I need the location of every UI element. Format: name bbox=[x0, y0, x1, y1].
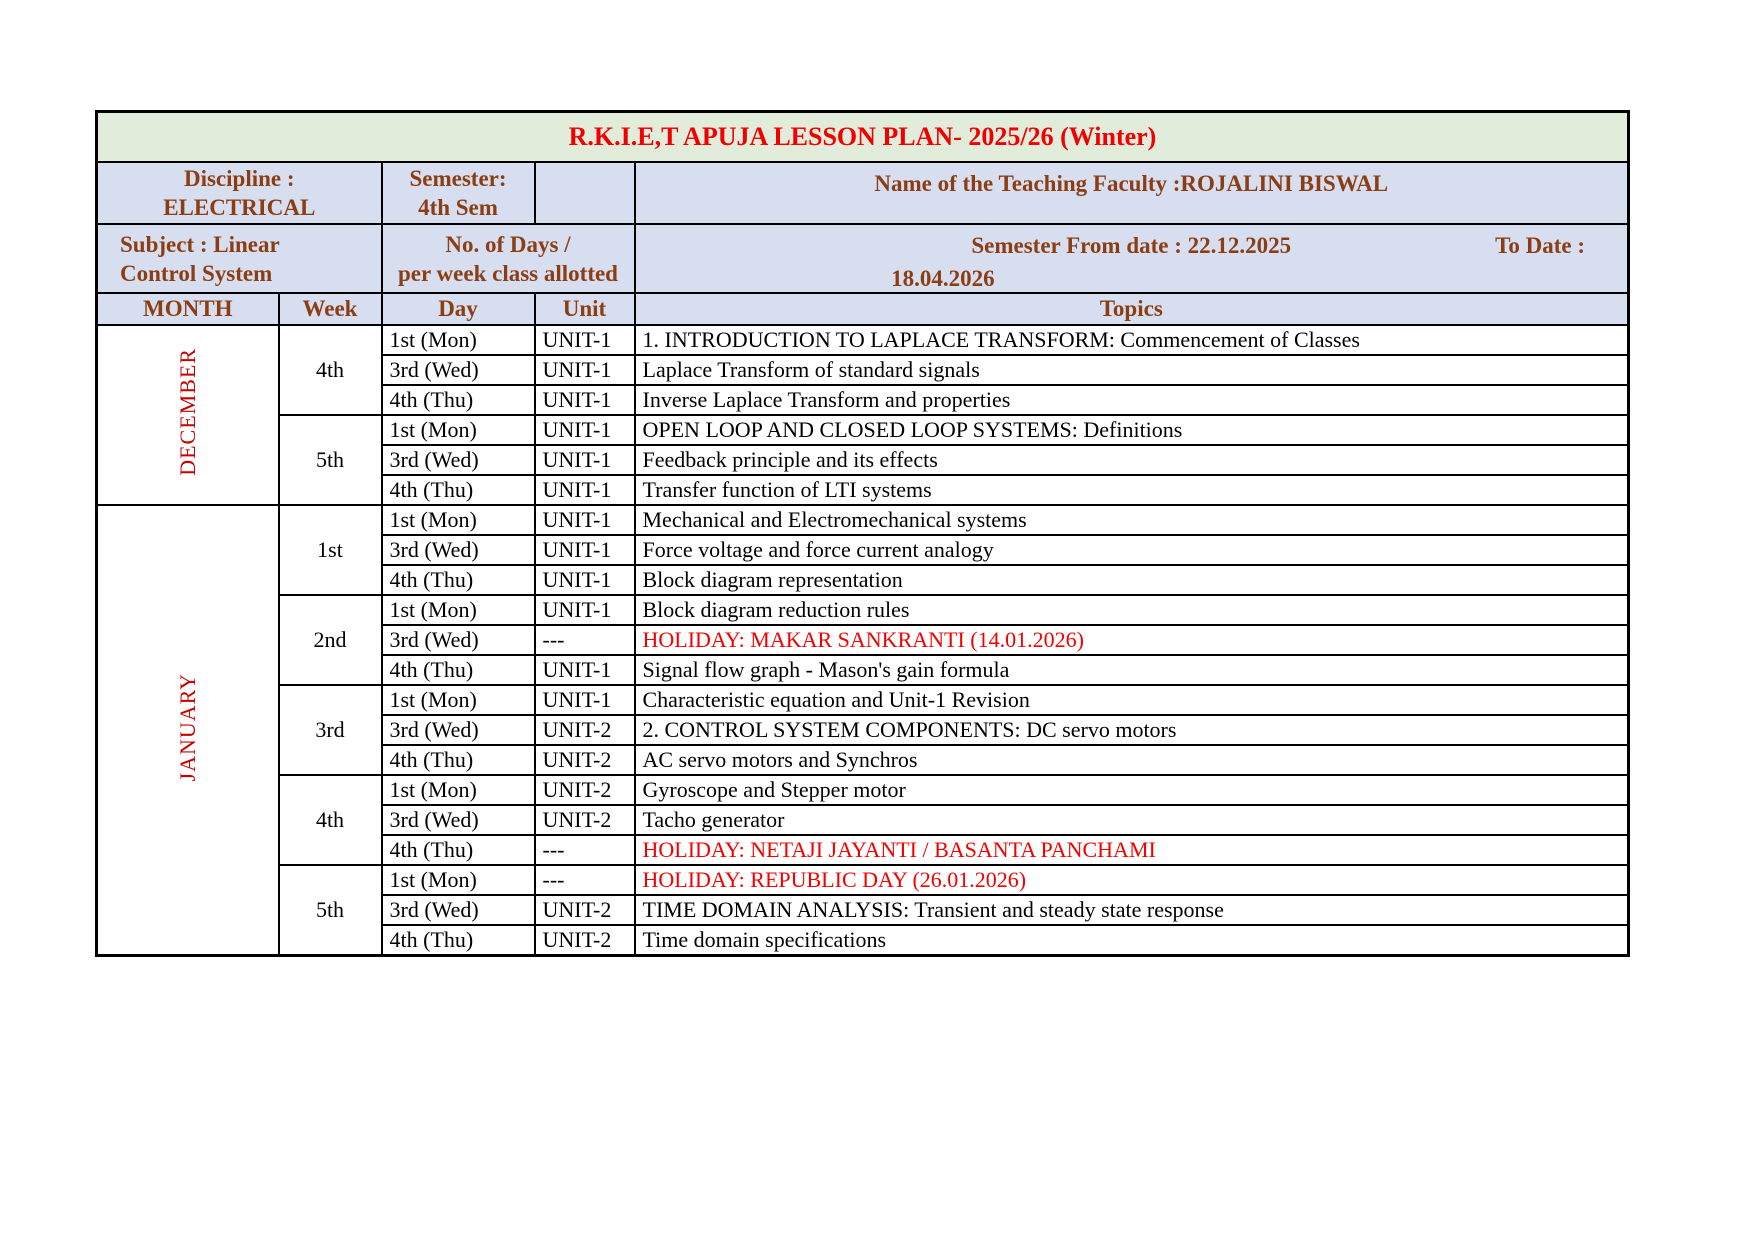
topic-cell: Time domain specifications bbox=[635, 925, 1629, 955]
discipline-value: ELECTRICAL bbox=[163, 195, 316, 220]
col-header-week: Week bbox=[279, 293, 382, 325]
topic-cell: Force voltage and force current analogy bbox=[635, 535, 1629, 565]
day-cell: 4th (Thu) bbox=[382, 925, 535, 955]
day-cell: 1st (Mon) bbox=[382, 325, 535, 355]
col-header-month: MONTH bbox=[97, 293, 279, 325]
day-cell: 4th (Thu) bbox=[382, 745, 535, 775]
week-cell: 4th bbox=[279, 325, 382, 415]
topic-cell: Feedback principle and its effects bbox=[635, 445, 1629, 475]
topic-cell: Laplace Transform of standard signals bbox=[635, 355, 1629, 385]
unit-cell: UNIT-1 bbox=[535, 415, 635, 445]
day-cell: 3rd (Wed) bbox=[382, 805, 535, 835]
table-row bbox=[97, 415, 1629, 445]
info-row-discipline bbox=[97, 162, 1629, 224]
semester-cell bbox=[382, 162, 535, 224]
unit-cell: UNIT-2 bbox=[535, 805, 635, 835]
day-cell: 4th (Thu) bbox=[382, 835, 535, 865]
table-row bbox=[97, 685, 1629, 715]
day-cell: 1st (Mon) bbox=[382, 685, 535, 715]
days-line1: No. of Days / bbox=[445, 231, 571, 257]
unit-cell: UNIT-1 bbox=[535, 565, 635, 595]
topic-cell: Gyroscope and Stepper motor bbox=[635, 775, 1629, 805]
unit-cell: UNIT-1 bbox=[535, 655, 635, 685]
lesson-plan-table bbox=[95, 110, 1630, 957]
week-cell: 3rd bbox=[279, 685, 382, 775]
day-cell: 3rd (Wed) bbox=[382, 535, 535, 565]
topic-cell: TIME DOMAIN ANALYSIS: Transient and steady state response bbox=[635, 895, 1629, 925]
unit-cell: --- bbox=[535, 865, 635, 895]
subject-line1: Subject : Linear bbox=[120, 231, 280, 257]
semester-value: 4th Sem bbox=[418, 195, 498, 220]
table-row bbox=[97, 775, 1629, 805]
topic-cell: HOLIDAY: MAKAR SANKRANTI (14.01.2026) bbox=[635, 625, 1629, 655]
day-cell: 4th (Thu) bbox=[382, 475, 535, 505]
column-header-row bbox=[97, 293, 1629, 325]
day-cell: 3rd (Wed) bbox=[382, 355, 535, 385]
table-row bbox=[97, 505, 1629, 535]
info-row-subject bbox=[97, 224, 1629, 293]
topic-cell: Mechanical and Electromechanical systems bbox=[635, 505, 1629, 535]
month-cell-january bbox=[97, 505, 279, 955]
week-cell: 1st bbox=[279, 505, 382, 595]
topic-cell: 1. INTRODUCTION TO LAPLACE TRANSFORM: Commencement of Classes bbox=[635, 325, 1629, 355]
unit-cell: UNIT-1 bbox=[535, 505, 635, 535]
title-row bbox=[97, 112, 1629, 163]
days-line2: per week class allotted bbox=[398, 260, 618, 286]
topic-cell: Block diagram reduction rules bbox=[635, 595, 1629, 625]
semester-from-date: Semester From date : 22.12.2025 bbox=[971, 233, 1292, 258]
faculty-cell: Name of the Teaching Faculty :ROJALINI BISWAL bbox=[635, 162, 1629, 224]
unit-cell: UNIT-1 bbox=[535, 445, 635, 475]
empty-cell bbox=[535, 162, 635, 224]
day-cell: 1st (Mon) bbox=[382, 415, 535, 445]
day-cell: 3rd (Wed) bbox=[382, 715, 535, 745]
week-cell: 2nd bbox=[279, 595, 382, 685]
unit-cell: UNIT-2 bbox=[535, 775, 635, 805]
unit-cell: --- bbox=[535, 835, 635, 865]
week-cell: 5th bbox=[279, 865, 382, 955]
topic-cell: Inverse Laplace Transform and properties bbox=[635, 385, 1629, 415]
unit-cell: UNIT-2 bbox=[535, 715, 635, 745]
day-cell: 1st (Mon) bbox=[382, 775, 535, 805]
topic-cell: HOLIDAY: REPUBLIC DAY (26.01.2026) bbox=[635, 865, 1629, 895]
day-cell: 4th (Thu) bbox=[382, 385, 535, 415]
page-title: R.K.I.E,T APUJA LESSON PLAN- 2025/26 (Winter) bbox=[97, 112, 1629, 163]
unit-cell: UNIT-2 bbox=[535, 925, 635, 955]
topic-cell: AC servo motors and Synchros bbox=[635, 745, 1629, 775]
table-row bbox=[97, 325, 1629, 355]
month-label: DECEMBER bbox=[174, 348, 200, 476]
topic-cell: Tacho generator bbox=[635, 805, 1629, 835]
days-per-week-cell bbox=[382, 224, 635, 293]
topic-cell: HOLIDAY: NETAJI JAYANTI / BASANTA PANCHAMI bbox=[635, 835, 1629, 865]
day-cell: 1st (Mon) bbox=[382, 865, 535, 895]
day-cell: 3rd (Wed) bbox=[382, 895, 535, 925]
week-cell: 4th bbox=[279, 775, 382, 865]
day-cell: 3rd (Wed) bbox=[382, 625, 535, 655]
day-cell: 4th (Thu) bbox=[382, 565, 535, 595]
unit-cell: --- bbox=[535, 625, 635, 655]
discipline-label: Discipline : bbox=[183, 166, 295, 191]
subject-line2: Control System bbox=[120, 260, 273, 286]
day-cell: 3rd (Wed) bbox=[382, 445, 535, 475]
to-date-value: 18.04.2026 bbox=[891, 266, 995, 291]
unit-cell: UNIT-1 bbox=[535, 595, 635, 625]
unit-cell: UNIT-1 bbox=[535, 325, 635, 355]
month-cell-december bbox=[97, 325, 279, 505]
table-row bbox=[97, 865, 1629, 895]
topic-cell: Transfer function of LTI systems bbox=[635, 475, 1629, 505]
col-header-topics: Topics bbox=[635, 293, 1629, 325]
unit-cell: UNIT-1 bbox=[535, 685, 635, 715]
topic-cell: Block diagram representation bbox=[635, 565, 1629, 595]
unit-cell: UNIT-1 bbox=[535, 475, 635, 505]
to-date-label: To Date : bbox=[1495, 233, 1585, 258]
day-cell: 1st (Mon) bbox=[382, 505, 535, 535]
day-cell: 1st (Mon) bbox=[382, 595, 535, 625]
topic-cell: Signal flow graph - Mason's gain formula bbox=[635, 655, 1629, 685]
subject-cell bbox=[97, 224, 382, 293]
unit-cell: UNIT-2 bbox=[535, 745, 635, 775]
topic-cell: OPEN LOOP AND CLOSED LOOP SYSTEMS: Definitions bbox=[635, 415, 1629, 445]
day-cell: 4th (Thu) bbox=[382, 655, 535, 685]
col-header-unit: Unit bbox=[535, 293, 635, 325]
discipline-cell bbox=[97, 162, 382, 224]
topic-cell: Characteristic equation and Unit-1 Revision bbox=[635, 685, 1629, 715]
unit-cell: UNIT-1 bbox=[535, 385, 635, 415]
unit-cell: UNIT-1 bbox=[535, 535, 635, 565]
month-label: JANUARY bbox=[174, 672, 200, 781]
semester-label: Semester: bbox=[409, 166, 507, 191]
week-cell: 5th bbox=[279, 415, 382, 505]
col-header-day: Day bbox=[382, 293, 535, 325]
semester-dates-cell bbox=[635, 224, 1629, 293]
table-row bbox=[97, 595, 1629, 625]
unit-cell: UNIT-1 bbox=[535, 355, 635, 385]
topic-cell: 2. CONTROL SYSTEM COMPONENTS: DC servo motors bbox=[635, 715, 1629, 745]
unit-cell: UNIT-2 bbox=[535, 895, 635, 925]
